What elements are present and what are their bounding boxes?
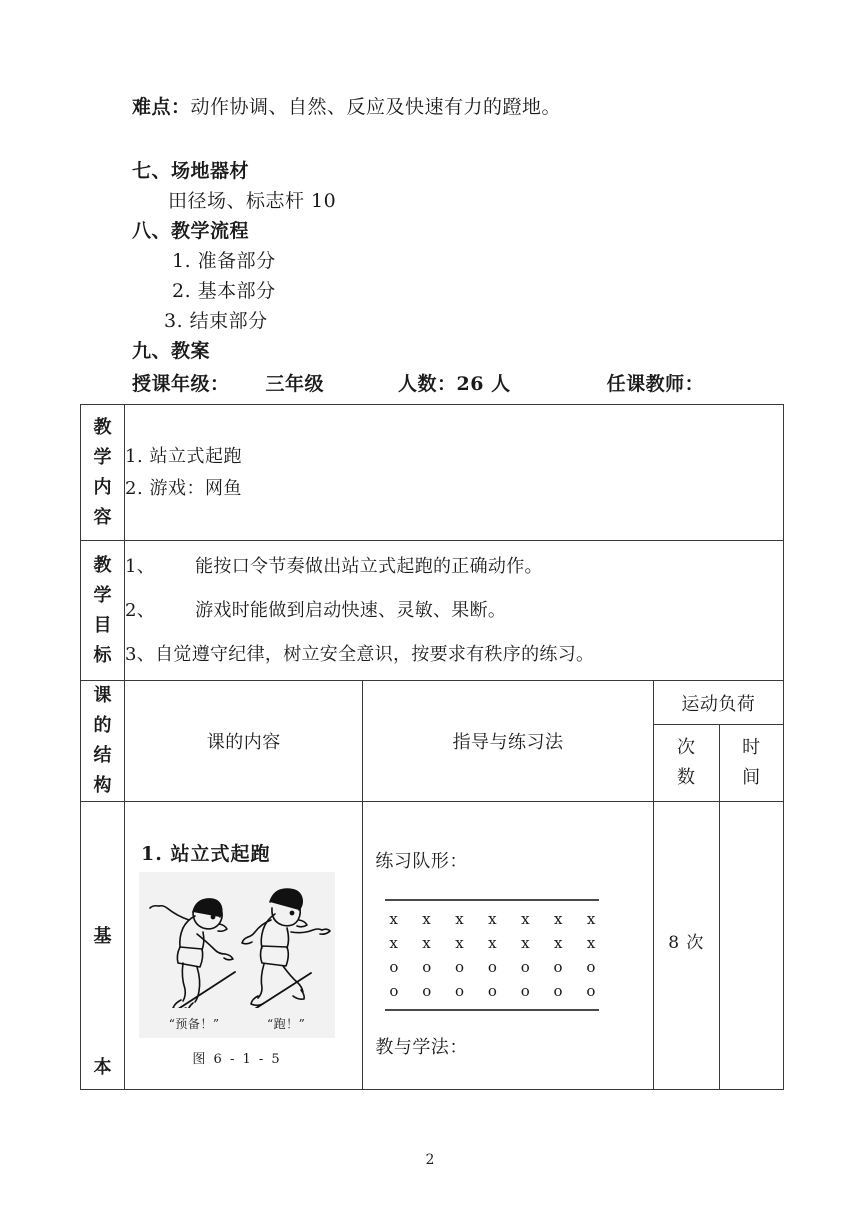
goal-text-2: 游戏时能做到启动快速、灵敏、果断。: [195, 599, 507, 621]
count-char-1: 数: [677, 767, 696, 788]
column-header-time: [719, 725, 783, 802]
goal-label-char-0: 教: [93, 554, 112, 576]
section-label-top: 基: [93, 926, 112, 947]
method-cell: [363, 802, 653, 1090]
practice-formation-title: 练习队形：: [375, 850, 468, 872]
time-char-1: 间: [742, 767, 761, 788]
goal-label-char-1: 学: [93, 584, 112, 606]
grade-label: 授课年级：: [132, 373, 230, 395]
section-label-bottom: 本: [93, 1057, 112, 1078]
formation-row: [385, 907, 599, 931]
formation-mark: o: [520, 981, 530, 1000]
runner-second-figure-icon: [139, 876, 335, 1008]
table-row-goals: [81, 541, 784, 681]
formation-mark: o: [422, 981, 432, 1000]
formation-mark: x: [521, 933, 530, 952]
label-char-2: 内: [93, 476, 112, 498]
flow-item-2: 2. 基本部分: [172, 280, 276, 302]
column-header-content: 课的内容: [125, 681, 363, 802]
load-time-value: [720, 941, 783, 951]
teaching-goals-cell: [125, 541, 784, 681]
goal-item-1: [125, 554, 783, 580]
section-9-title: 九、教案: [132, 340, 211, 362]
formation-mark: o: [586, 957, 596, 976]
load-time-cell: [719, 802, 783, 1090]
formation-mark: x: [455, 909, 464, 928]
formation-mark: o: [389, 981, 399, 1000]
formation-mark: o: [487, 957, 497, 976]
page-number: 2: [425, 1152, 435, 1168]
standing-start-illustration: [139, 872, 335, 1038]
goal-number-3: 3、: [125, 643, 156, 665]
formation-mark: o: [455, 981, 465, 1000]
flow-item-1: 1. 准备部分: [172, 250, 276, 272]
structure-char-2: 结: [93, 745, 112, 766]
formation-mark: x: [586, 909, 596, 928]
section-7-text: 田径场、标志杆 10: [168, 190, 337, 212]
caption-ready: “预备！”: [168, 1016, 220, 1031]
formation-mark: x: [455, 933, 464, 952]
label-char-3: 容: [93, 506, 112, 528]
formation-mark: o: [455, 957, 465, 976]
formation-row: [385, 955, 599, 979]
content-item-2: 2. 游戏：网鱼: [125, 477, 242, 499]
formation-mark: o: [553, 957, 563, 976]
flow-item-3: 3. 结束部分: [164, 310, 268, 332]
label-char-1: 学: [93, 446, 112, 468]
goal-label-char-2: 目: [93, 614, 112, 636]
table-row-load-header: [81, 681, 784, 725]
formation-row: [385, 931, 599, 955]
goal-number-1: 1、: [125, 555, 156, 577]
load-count-cell: [653, 802, 719, 1090]
formation-diagram: [385, 899, 599, 1011]
difficulty-line: [80, 92, 784, 122]
content-item-1: 1. 站立式起跑: [125, 445, 242, 467]
formation-mark: o: [553, 981, 563, 1000]
formation-mark: o: [586, 981, 596, 1000]
caption-go: “跑！”: [267, 1016, 306, 1031]
structure-char-0: 课: [93, 685, 112, 706]
formation-mark: x: [488, 909, 497, 928]
goal-label-char-3: 标: [93, 644, 112, 666]
column-header-structure: [81, 681, 125, 802]
column-header-count: [653, 725, 719, 802]
row-label-teaching-content: [81, 405, 125, 541]
goal-text-1: 能按口令节奏做出站立式起跑的正确动作。: [195, 555, 543, 577]
lesson-plan-table: [80, 404, 784, 1090]
formation-mark: x: [553, 909, 563, 928]
formation-mark: o: [520, 957, 530, 976]
table-row-body: [81, 802, 784, 1090]
label-char-0: 教: [93, 416, 112, 438]
formation-mark: o: [389, 957, 399, 976]
formation-mark: x: [488, 933, 497, 952]
formation-mark: x: [553, 933, 563, 952]
row-label-teaching-goals: [81, 541, 125, 681]
document-content: [80, 92, 784, 1090]
time-char-0: 时: [742, 737, 761, 758]
difficulty-text: 动作协调、自然、反应及快速有力的蹬地。: [190, 96, 562, 118]
column-header-load: 运动负荷: [653, 681, 783, 725]
section-label-basic: [81, 802, 125, 1090]
formation-mark: o: [422, 957, 432, 976]
formation-mark: x: [422, 909, 431, 928]
section-8-title: 八、教学流程: [132, 220, 250, 242]
formation-mark: x: [521, 909, 530, 928]
figure-captions: [139, 1013, 335, 1036]
formation-mark: x: [389, 909, 398, 928]
section-7-title: 七、场地器材: [132, 160, 250, 182]
figure-title: 1. 站立式起跑: [141, 842, 271, 865]
difficulty-label: 难点：: [132, 96, 191, 118]
teacher-label: 任课教师：: [606, 373, 705, 395]
goal-text-3: 自觉遵守纪律，树立安全意识，按要求有秩序的练习。: [155, 643, 595, 665]
load-count-value: 8 次: [668, 933, 705, 953]
column-header-method: 指导与练习法: [363, 681, 653, 802]
spacer: [80, 122, 784, 156]
goal-number-2: 2、: [125, 599, 156, 621]
grade-value: 三年级: [265, 373, 325, 395]
formation-rule-top: [385, 899, 599, 901]
goal-item-3: [125, 642, 783, 668]
lesson-header: [80, 370, 784, 398]
goal-item-2: [125, 598, 783, 624]
formation-mark: o: [487, 981, 497, 1000]
student-count: 人数：26 人: [398, 373, 511, 395]
structure-char-3: 构: [93, 775, 112, 796]
figure-number: 图 6 - 1 - 5: [192, 1051, 282, 1067]
count-char-0: 次: [677, 737, 696, 758]
formation-mark: x: [389, 933, 398, 952]
formation-mark: x: [586, 933, 596, 952]
teaching-content-cell: [125, 405, 784, 541]
formation-mark: x: [422, 933, 431, 952]
teaching-method-title: 教与学法：: [375, 1036, 468, 1058]
structure-char-1: 的: [93, 715, 112, 736]
lesson-content-cell: [125, 802, 363, 1090]
formation-row: [385, 979, 599, 1003]
table-row-content: [81, 405, 784, 541]
